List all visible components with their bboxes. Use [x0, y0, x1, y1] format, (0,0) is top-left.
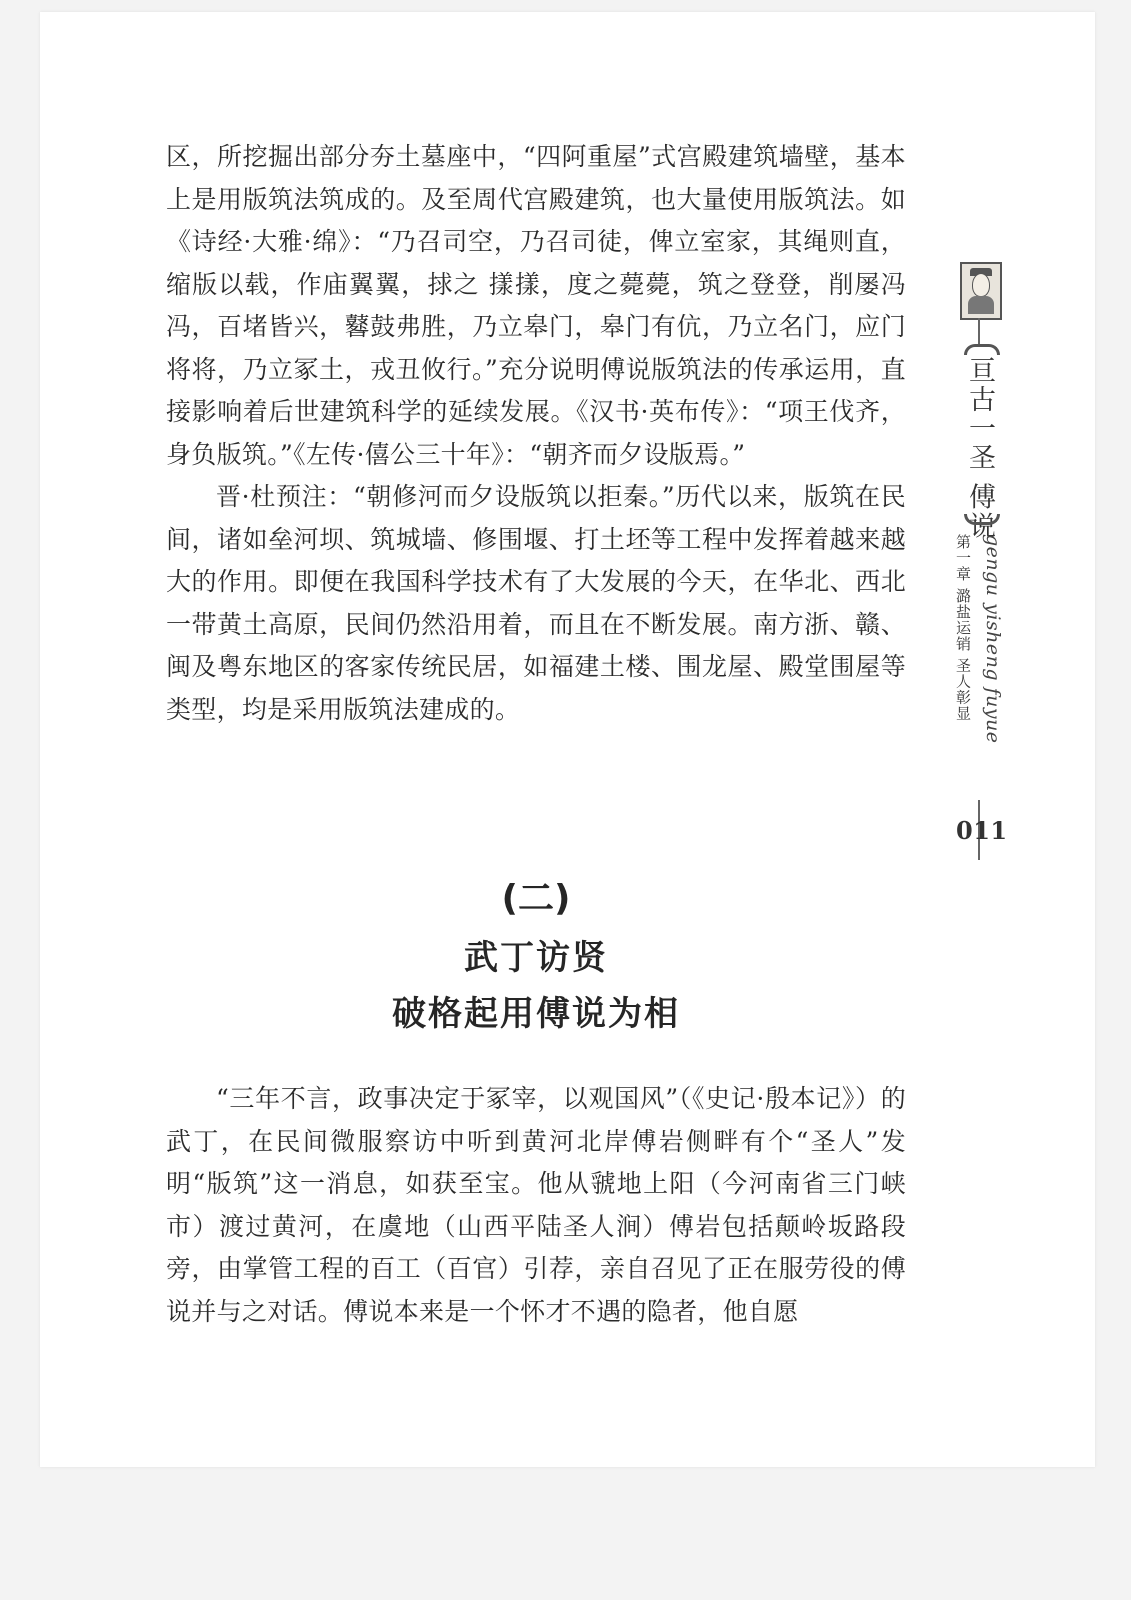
body-text-top [166, 136, 906, 731]
body-text-bottom [166, 1078, 906, 1333]
paragraph: 区，所挖掘出部分夯土墓座中，“四阿重屋”式宫殿建筑墙壁，基本上是用版筑法筑成的。及至周代宫殿建筑，也大量使用版筑法。如《诗经·大雅·绵》：“乃召司空，乃召司徒，俾立室家，其绳则直，缩版以载，作庙翼翼，捄之 㨾㨾，度之薨薨，筑之登登，削屡冯冯，百堵皆兴，鼛鼓弗胜，乃立皋门，皋门有伉，乃立名门，应门将将，乃立冢土，戎丑攸行。”充分说明傅说版筑法的传承运用，直接影响着后世建筑科学的延续发展。《汉书·英布传》：“项王伐齐，身负版筑。”《左传·僖公三十年》：“朝齐而夕设版焉。” [166, 142, 906, 469]
paragraph: 晋·杜预注：“朝修河而夕设版筑以拒秦。”历代以来，版筑在民间，诸如垒河坝、筑城墙、修围堰、打土坯等工程中发挥着越来越大的作用。即便在我国科学技术有了大发展的今天，在华北、西北一带黄土高原，民间仍然沿用着，而且在不断发展。南方浙、赣、闽及粤东地区的客家传统民居，如福建土楼、围龙屋、殿堂围屋等类型，均是采用版筑法建成的。 [166, 482, 906, 724]
running-chapter-title: 第一章 潞盐运销 圣人彰显 [954, 534, 972, 722]
section-title-line2: 破格起用傅说为相 [392, 994, 680, 1034]
portrait-icon [960, 262, 1002, 320]
bracket-bottom-icon [964, 514, 1000, 525]
divider-line [978, 318, 980, 344]
running-pinyin: gengu yisheng fuyue [982, 534, 1004, 744]
paragraph: “三年不言，政事决定于冢宰，以观国风”（《史记·殷本记》）的武丁，在民间微服察访中听到黄河北岸傅岩侧畔有个“圣人”发明“版筑”这一消息，如获至宝。他从虢地上阳（今河南省三门峡市）渡过黄河，在虞地（山西平陆圣人涧）傅岩包括颠岭坂路段旁，由掌管工程的百工（百官）引荐，亲自召见了正在服劳役的傅说并与之对话。傅说本来是一个怀才不遇的隐者，他自愿 [166, 1084, 906, 1326]
section-number: (二) [501, 878, 571, 919]
bracket-top-icon [964, 344, 1000, 355]
page-number: 011 [956, 816, 1008, 845]
side-margin [952, 262, 1004, 862]
running-book-title: 亘古一圣 傅说 [964, 356, 995, 541]
section-title-line1: 武丁访贤 [464, 938, 608, 978]
